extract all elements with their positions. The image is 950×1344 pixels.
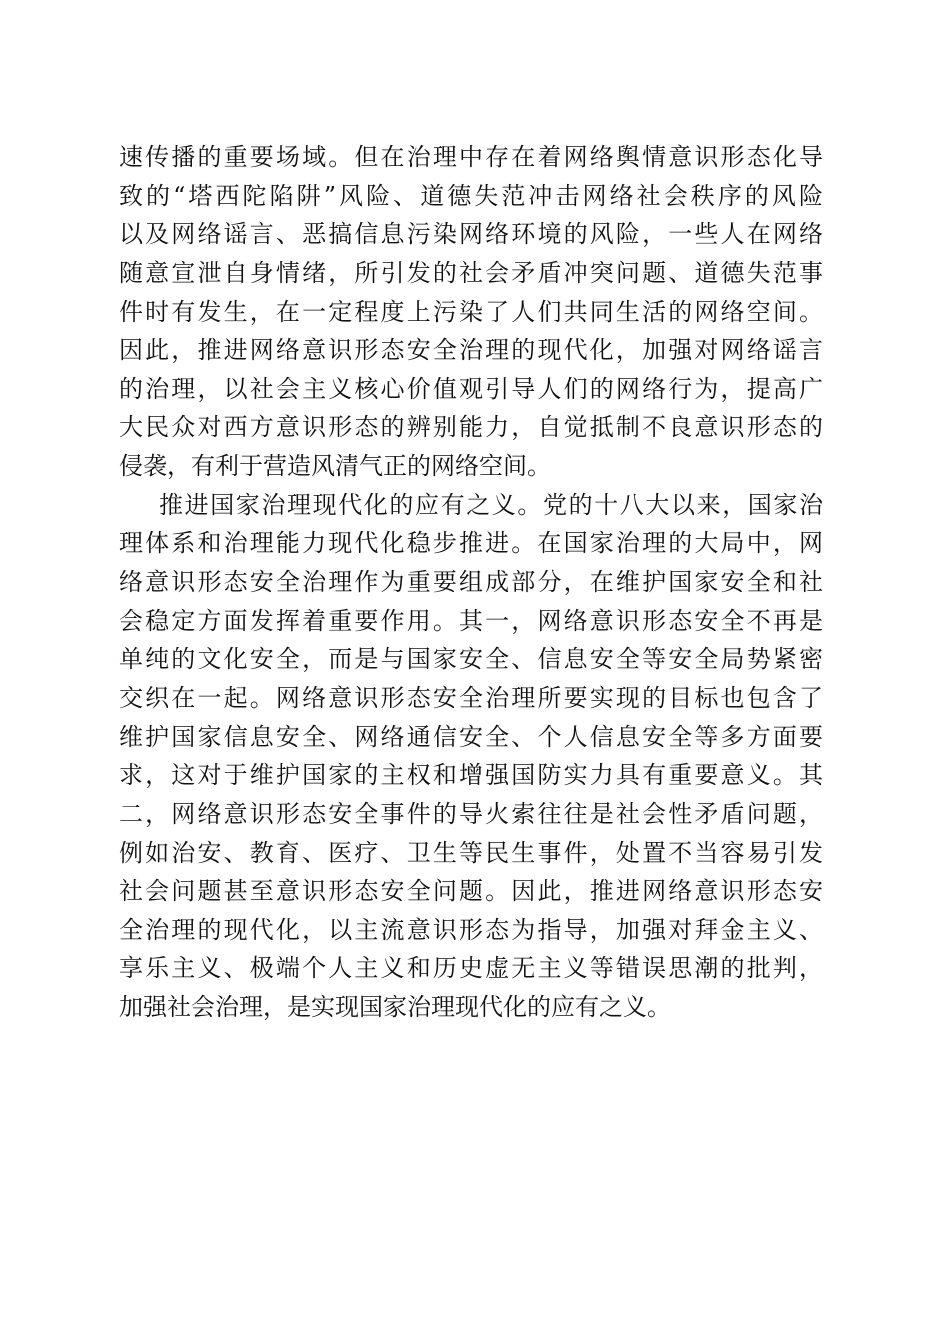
text-line: 推进国家治理现代化的应有之义。党的十八大以来，国家治 xyxy=(159,490,823,519)
text-line: 会稳定方面发挥着重要作用。其一，网络意识形态安全不再是 xyxy=(119,606,823,635)
body-text xyxy=(119,138,823,1027)
text-line: 求，这对于维护国家的主权和增强国防实力具有重要意义。其 xyxy=(119,761,823,790)
text-line: 例如治安、教育、医疗、卫生等民生事件，处置不当容易引发 xyxy=(119,838,823,867)
text-line: 的治理，以社会主义核心价值观引导人们的网络行为，提高广 xyxy=(119,374,823,403)
text-line: 速传播的重要场域。但在治理中存在着网络舆情意识形态化导 xyxy=(119,143,823,171)
text-line: 因此，推进网络意识形态安全治理的现代化，加强对网络谣言 xyxy=(119,336,823,365)
text-line: 交织在一起。网络意识形态安全治理所要实现的目标也包含了 xyxy=(119,683,823,712)
text-line: 大民众对西方意识形态的辨别能力，自觉抵制不良意识形态的 xyxy=(119,413,823,442)
text-line: 以及网络谣言、恶搞信息污染网络环境的风险，一些人在网络 xyxy=(119,220,823,249)
text-line: 二，网络意识形态安全事件的导火索往往是社会性矛盾问题， xyxy=(119,799,823,828)
text-line: 社会问题甚至意识形态安全问题。因此，推进网络意识形态安 xyxy=(119,877,823,906)
text-line: 享乐主义、极端个人主义和历史虚无主义等错误思潮的批判， xyxy=(119,954,823,983)
text-line: 维护国家信息安全、网络通信安全、个人信息安全等多方面要 xyxy=(119,722,823,751)
text-line: 加强社会治理，是实现国家治理现代化的应有之义。 xyxy=(119,993,671,1022)
text-line: 件时有发生，在一定程度上污染了人们共同生活的网络空间。 xyxy=(119,297,823,326)
text-line: 随意宣泄自身情绪，所引发的社会矛盾冲突问题、道德失范事 xyxy=(119,258,823,287)
paragraph-2 xyxy=(119,486,823,1027)
text-line: 致的“塔西陀陷阱”风险、道德失范冲击网络社会秩序的风险 xyxy=(119,181,823,210)
text-line: 全治理的现代化，以主流意识形态为指导，加强对拜金主义、 xyxy=(119,915,823,944)
paragraph-1 xyxy=(119,138,823,486)
text-line: 理体系和治理能力现代化稳步推进。在国家治理的大局中，网 xyxy=(119,529,823,558)
text-line: 单纯的文化安全，而是与国家安全、信息安全等安全局势紧密 xyxy=(119,645,823,674)
text-line: 侵袭，有利于营造风清气正的网络空间。 xyxy=(119,452,551,481)
text-line: 络意识形态安全治理作为重要组成部分，在维护国家安全和社 xyxy=(119,568,823,597)
